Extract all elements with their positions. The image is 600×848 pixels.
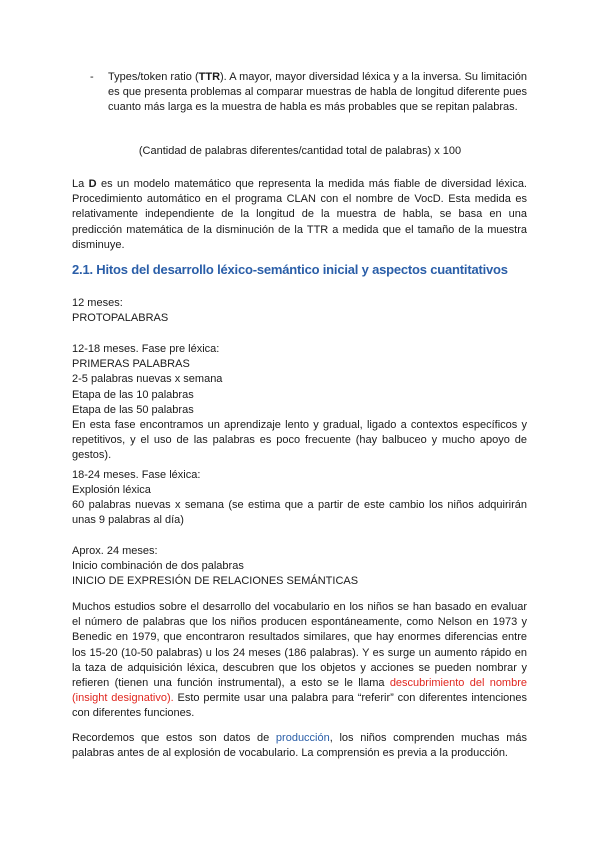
- section-heading: 2.1. Hitos del desarrollo léxico-semántico inicial y aspectos cuantitativos: [72, 262, 508, 277]
- block-12-18-line2: 2-5 palabras nuevas x semana: [72, 373, 223, 386]
- ttr-term-bold: TTR: [198, 71, 221, 83]
- block-12-18-line1: PRIMERAS PALABRAS: [72, 358, 190, 371]
- block-12-18-line3: Etapa de las 10 palabras: [72, 388, 194, 401]
- production-text2: , los niños comprenden muchas más palabras antes de al explosión de vocabulario. La comprensión es previa a la producción.: [72, 732, 527, 760]
- block-12-18-line4: Etapa de las 50 palabras: [72, 403, 194, 416]
- ttr-description: ). A mayor, mayor diversidad léxica y a la inversa. Su limitación es que presenta problemas al comparar muestras de habla de longitud diferente pues cuanto más larga es la muestra de habla es más probables que se repitan palabras.: [108, 71, 527, 114]
- d-measure-paragraph: [72, 177, 527, 253]
- produccion-highlight: producción: [275, 732, 330, 744]
- ttr-term: Types/token ratio (: [108, 71, 199, 83]
- insight-designativo-highlight: descubrimiento del nombre (insight designativo).: [72, 677, 527, 705]
- block-24-months: [72, 544, 527, 590]
- block-18-24-text: 60 palabras nuevas x semana (se estima que a partir de este cambio los niños adquirirán unas 9 palabras al día): [72, 499, 527, 527]
- block-12-months: [72, 296, 527, 326]
- production-paragraph: [72, 731, 527, 761]
- ttr-bullet-paragraph: [108, 70, 527, 116]
- block-18-24-months: [72, 468, 527, 498]
- d-pre: La: [72, 178, 89, 190]
- d-text: es un modelo matemático que representa la medida más fiable de diversidad léxica. Procedimiento automático en el programa CLAN con el nombre de VocD. Esta medida es relativamente independiente de la longitud de la muestra de habla, se basa en una predicción matemática de la disminución de la TTR a medida que el tamaño de la muestra disminuye.: [72, 178, 527, 251]
- block-12-18-months: [72, 342, 527, 418]
- studies-text1: Muchos estudios sobre el desarrollo del vocabulario en los niños se han basado en evaluar el número de palabras que los niños producen espontáneamente, como Nelson en 1973 y Benedic en 1979, que encontraron resultados similares, que hay enormes diferencias entre los 15-20 (10-50 palabras) u los 24 meses (186 palabras). Y es surge un aumento rápido en la taza de adquisición léxica, descubren que los objetos y acciones se pueden nombrar y refieren (tienen una función instrumental), a esto se le llama: [72, 601, 527, 690]
- block-12-line1: PROTOPALABRAS: [72, 312, 169, 325]
- block-18-24-age: 18-24 meses. Fase léxica:: [72, 469, 201, 481]
- studies-text2: Esto permite usar una palabra para “referir” con diferentes intenciones con diferentes funciones.: [72, 692, 527, 720]
- block-12-age: 12 meses:: [72, 297, 123, 309]
- production-text1: Recordemos que estos son datos de: [72, 732, 276, 744]
- block-12-18-text: En esta fase encontramos un aprendizaje lento y gradual, ligado a contextos específicos y repetitivos, y el uso de las palabras es poco frecuente (hay balbuceo y mucho apoyo de gestos).: [72, 419, 527, 462]
- ttr-formula: (Cantidad de palabras diferentes/cantidad total de palabras) x 100: [138, 145, 462, 157]
- bullet-marker: -: [90, 71, 94, 83]
- block-12-18-age: 12-18 meses. Fase pre léxica:: [72, 343, 220, 355]
- studies-paragraph: [72, 600, 527, 722]
- block-24-age: Aprox. 24 meses:: [72, 545, 158, 557]
- block-18-24-line1: Explosión léxica: [72, 484, 151, 497]
- block-24-line2: INICIO DE EXPRESIÓN DE RELACIONES SEMÁNTICAS: [72, 575, 359, 588]
- d-bold: D: [88, 178, 97, 190]
- block-24-line1: Inicio combinación de dos palabras: [72, 560, 244, 573]
